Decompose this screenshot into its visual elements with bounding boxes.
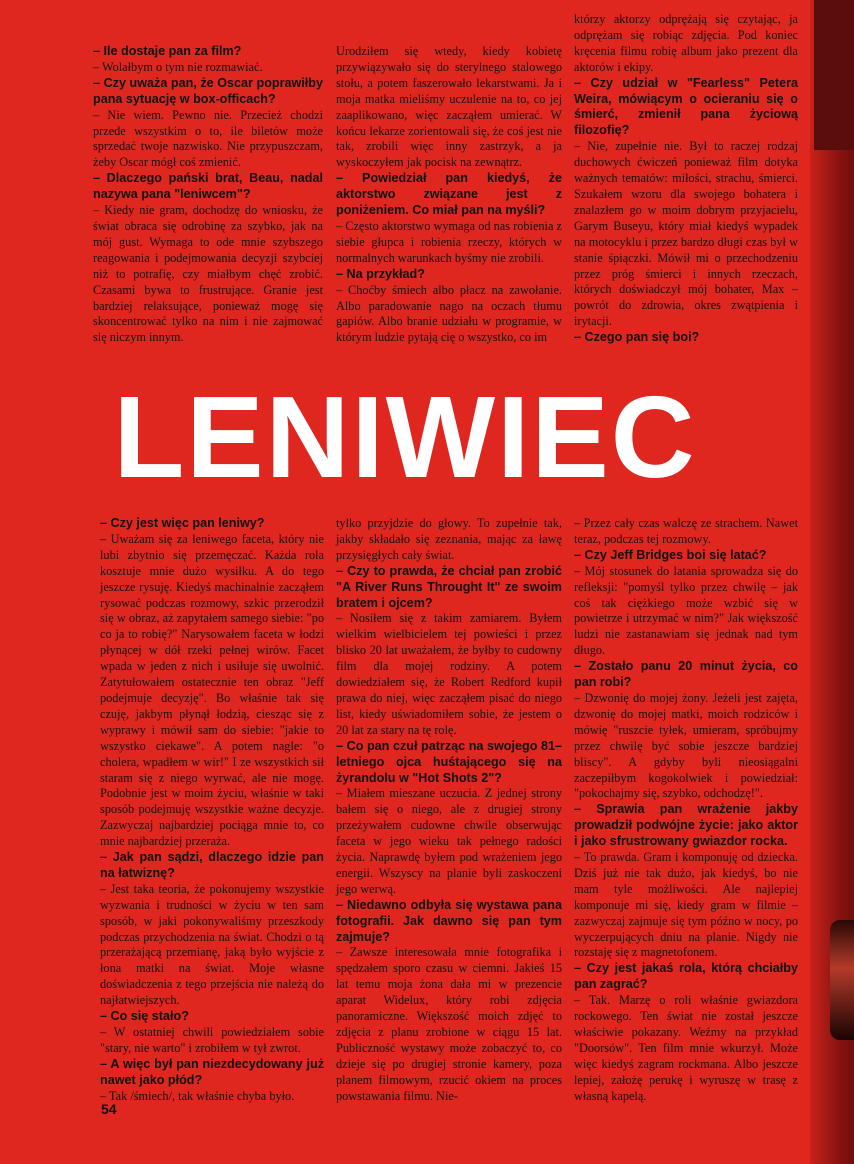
interview-question: – Czy uważa pan, że Oscar poprawiłby pana sytuację w box-officach?	[93, 75, 323, 106]
bottom-column-1	[100, 516, 324, 1105]
interview-answer: – Wolałbym o tym nie rozmawiać.	[93, 59, 263, 74]
interview-answer: – Jest taka teoria, że pokonujemy wszystkie wyzwania i trudności w życiu w ten sam sposób, w jaki pokonywaliśmy przeszkody podczas przychodzenia na świat. Chodzi o tą przerażającą przemianę, jaką było wyjście z łona matki na świat. Moje własne doświadczenia z tego przejścia nie należą do najłatwiejszych.	[100, 881, 324, 1008]
interview-question: – Sprawia pan wrażenie jakby prowadził podwójne życie: jako aktor i jako sfrustrowany gwiazdor rocka.	[574, 802, 798, 849]
page-number: 54	[101, 1101, 117, 1117]
spine-shadow	[814, 0, 854, 150]
interview-question: – Co się stało?	[100, 1009, 189, 1024]
interview-question: – Czy jest jakaś rola, którą chciałby pan zagrać?	[574, 961, 798, 992]
interview-question: – Czy to prawda, że chciał pan zrobić "A River Runs Throught It" ze swoim bratem i ojcem?	[336, 563, 562, 610]
interview-answer: – Mój stosunek do latania sprowadza się do refleksji: "pomyśl tylko przez chwilę – jak coś tak ciężkiego może wzbić się w powietrze i utrzymać w nim?" Jak większość ludzi nie zastanawiam się jednak nad tym długo.	[574, 563, 798, 658]
interview-answer: Urodziłem się wtedy, kiedy kobietę przywiązywało się do sterylnego stalowego stołu, a potem faszerowało lekarstwami. Ja i moja matka mieliśmy uczulenie na to, co jej zaaplikowano, więc zacząłem umierać. W końcu lekarze zorientowali się, że coś jest nie tak, zrobili więc inny zastrzyk, a ja wyskoczyłem jak pocisk na zewnątrz.	[336, 44, 562, 170]
interview-question: – Dlaczego pański brat, Beau, nadal nazywa pana "leniwcem"?	[93, 171, 323, 202]
interview-question: – Na przykład?	[336, 266, 425, 281]
interview-answer: – Nosiłem się z takim zamiarem. Byłem wielkim wielbicielem tej powieści i przez blisko 20 lat uważałem, że byłby to cudowny film dla mojej rodziny. A potem dowiedziałem się, że Robert Redford kupił prawa do niej, więc zacząłem pisać do niego list, kiedy uświadomiłem sobie, że jestem o 20 lat za stary na tę rolę.	[336, 611, 562, 737]
interview-answer: – Nie wiem. Pewno nie. Przecież chodzi przede wszystkim o to, ile biletów może sprzedać twoje nazwisko. Nie przypuszczam, żeby Oscar mógł coś zmienić.	[93, 107, 323, 170]
interview-answer: – To prawda. Gram i komponuję od dziecka. Dziś już nie tak dużo, jak kiedyś, bo nie mam tyle możliwości. Ale najlepiej komponuje mi się, kiedy gram w filmie – zazwyczaj zajmuje się tym późno w nocy, po wyczerpujących dniu na planie. Nigdy nie rozstaję się z magnetofonem.	[574, 850, 798, 960]
interview-question: – Jak pan sądzi, dlaczego idzie pan na łatwiznę?	[100, 850, 324, 880]
interview-answer: – Przez cały czas walczę ze strachem. Nawet teraz, podczas tej rozmowy.	[574, 516, 798, 546]
interview-answer: – Miałem mieszane uczucia. Z jednej strony bałem się o niego, ale z drugiej strony przeżywałem cudowne chwile obserwując faceta w jego wieku tak pełnego radości życia. Naprawdę byłem pod wrażeniem jego energii. Wszyscy na planie byli zaskoczeni jego werwą.	[336, 786, 562, 896]
interview-question: – Niedawno odbyła się wystawa pana fotografii. Jak dawno się pan tym zajmuje?	[336, 897, 562, 944]
bottom-column-3	[574, 516, 798, 1105]
bottom-column-2	[336, 516, 562, 1105]
article-title: LENIWIEC	[113, 372, 697, 502]
interview-answer: – Tak. Marzę o roli właśnie gwiazdora rockowego. Ten świat nie został jeszcze właściwie pokazany. Weźmy na przykład "Doorsów". Ten film mnie wkurzył. Może więc kiedyś zagram rockmana. Albo jeszcze lepiej, założę perukę i wyruszę w trasę z własną kapelą.	[574, 993, 798, 1103]
interview-question: – Co pan czuł patrząc na swojego 81–letniego ojca huśtającego się na żyrandolu w "Hot Shots 2"?	[336, 738, 562, 785]
interview-answer: którzy aktorzy odprężają się czytając, ja odprężam się robiąc zdjęcia. Pod koniec kręcenia filmu robię album jako prezent dla aktorów i ekipy.	[574, 12, 798, 74]
interview-answer: – Często aktorstwo wymaga od nas robienia z siebie głupca i robienia rzeczy, których w normalnych warunkach byśmy nie zrobili.	[336, 218, 562, 265]
interview-answer: – Nie, zupełnie nie. Był to raczej rodzaj duchowych ćwiczeń ponieważ film dotyka ważnych tematów: miłości, strachu, śmierci. Szukałem wzoru dla swojego bohatera i znalazłem go w moim dobrym przyjacielu, Garym Buseyu, który miał kiedyś wypadek na motocyklu i przez bardzo długi czas był w stanie śpiączki. Mówił mi o przechodzeniu przez próg śmierci i innych rzeczach, których doświadczył mój bohater, Max – powrót do zdrowia, okres zwątpienia i irytacji.	[574, 139, 798, 329]
interview-question: – Zostało panu 20 minut życia, co pan robi?	[574, 659, 798, 690]
interview-question: – Ile dostaje pan za film?	[93, 44, 242, 58]
interview-question: – Czego pan się boi?	[574, 330, 700, 345]
spine-photo-fragment	[830, 920, 854, 1040]
interview-answer: – Zawsze interesowała mnie fotografika i spędzałem sporo czasu w ciemni. Jakieś 15 lat temu moja żona dała mi w prezencie aparat Widelux, który robi zdjęcia panoramiczne. Większość moich zdjęć to zdjęcia z planu zrobione w ciągu 15 lat. Publiczność wystawy może zobaczyć to, co dzieje się po drugiej stronie kamery, poza planem filmowym, rzucić okiem na proces powstawania filmu. Nie-	[336, 945, 562, 1103]
top-column-1	[93, 44, 323, 346]
interview-question: – Czy udział w "Fearless" Petera Weira, mówiącym o ocieraniu się o śmierć, zmienił pana życiową filozofię?	[574, 75, 798, 138]
interview-question: – Czy Jeff Bridges boi się latać?	[574, 547, 767, 562]
interview-answer: – Tak /śmiech/, tak właśnie chyba było.	[100, 1088, 295, 1103]
interview-question: – A więc był pan niezdecydowany już nawet jako płód?	[100, 1056, 324, 1087]
interview-answer: – Uważam się za leniwego faceta, który nie lubi zbytnio się przemęczać. Każda rola kosztuje mnie dużo wysiłku. A do tego jeszcze rysuję. Kiedyś machinalnie zacząłem rysować podczas rozmowy, szkic przerodził się w obraz, aż zapytałem samego siebie: "po co ja to robię?" Narysowałem faceta w łodzi płynącej w dół rzeki pełnej wirów. Facet wpada w jeden z nich i usiłuje się uwolnić. Zatytułowałem ostatecznie ten obraz "Jeff podejmuje decyzję". Bo właśnie tak się czuję, jakbym płynął łodzią, ciesząc się z wyprawy i mówił sam do siebie: "jakie to wszystko ciekawe". A potem nagle: "o cholera, wpadłem w wir!" I ze wszystkich sił staram się z niego wyrwać, ale nie mogę. Podobnie jest w moim życiu, właśnie w taki sposób podejmuję wszystkie ważne decyzje. Zazwyczaj najbardziej pociąga mnie to, co mnie najbardziej przeraża.	[100, 531, 324, 849]
interview-answer: – Choćby śmiech albo płacz na zawołanie. Albo paradowanie nago na oczach tłumu gapiów. Albo branie udziału w programie, w którym ludzie pytają cię o wszystko, co im	[336, 282, 562, 345]
interview-answer: – Dzwonię do mojej żony. Jeżeli jest zajęta, dzwonię do mojej matki, moich rodziców i mówię "ruszcie tyłek, umieram, spróbujmy przez chwilę być sobie jeszcze bardziej bliscy". A gdyby byli nieosiągalni zaczepiłbym kogokolwiek i powiedział: "pokochajmy się, szybko, odchodzę!".	[574, 690, 798, 801]
interview-answer: – Kiedy nie gram, dochodzę do wniosku, że świat obraca się odrobinę za szybko, jak na mój gust. Wymaga to ode mnie szybszego reagowania i podejmowania decyzji szybciej niż to potrafię, czy miałbym chęć zrobić. Czasami bywa to frustrujące. Granie jest bardziej relaksujące, ponieważ mogę się skoncentrować tylko na nim i nie zajmować się niczym innym.	[93, 203, 323, 345]
interview-answer: – W ostatniej chwili powiedziałem sobie "stary, nie warto" i zrobiłem w tył zwrot.	[100, 1025, 324, 1055]
interview-question: – Powiedział pan kiedyś, że aktorstwo związane jest z poniżeniem. Co miał pan na myśli?	[336, 171, 562, 218]
interview-answer: tylko przyjdzie do głowy. To zupełnie tak, jakby składało się zeznania, mając za ławę przysięgłych cały świat.	[336, 516, 562, 562]
interview-question: – Czy jest więc pan leniwy?	[100, 516, 265, 530]
top-column-2	[336, 44, 562, 346]
top-column-3	[574, 12, 798, 346]
